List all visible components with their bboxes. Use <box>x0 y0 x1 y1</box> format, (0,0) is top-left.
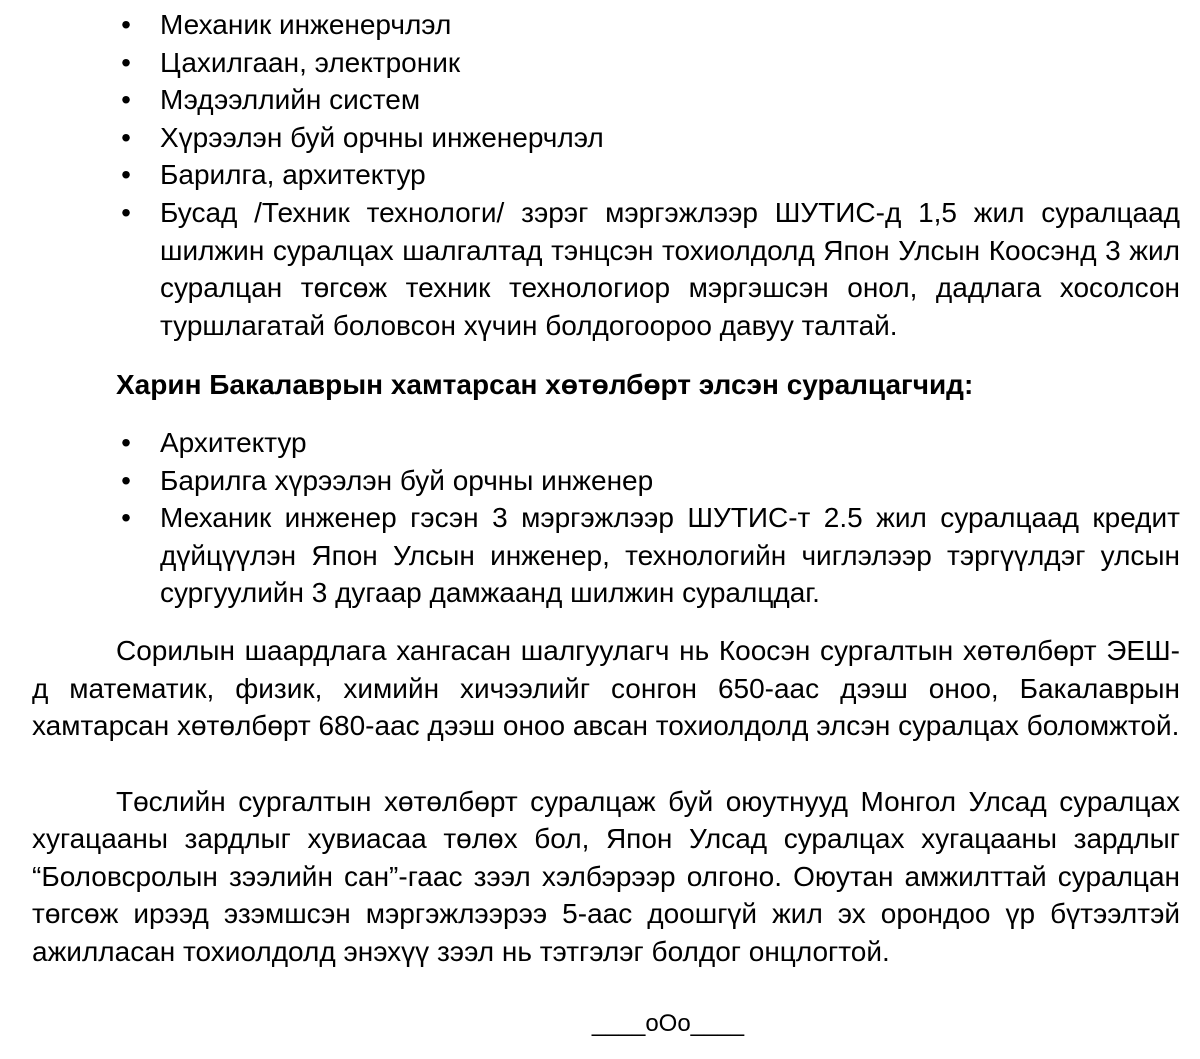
document-page <box>32 6 1180 1042</box>
bullet-icon: • <box>121 196 131 228</box>
section-subheading: Харин Бакалаврын хамтарсан хөтөлбөрт элсэн суралцагчид: <box>116 369 974 401</box>
bullet-icon: • <box>121 9 131 40</box>
bullet-icon: • <box>121 502 131 534</box>
bullet-icon: • <box>121 159 131 191</box>
list-item-text: Хүрээлэн буй орчны инженерчлэл <box>160 121 604 153</box>
major-list <box>32 6 1180 344</box>
bullet-icon: • <box>121 121 131 153</box>
list-item <box>32 499 1180 612</box>
bullet-icon: • <box>121 84 131 116</box>
list-item <box>32 424 1180 462</box>
bullet-icon: • <box>121 464 131 496</box>
bullet-icon: • <box>121 426 131 458</box>
bullet-icon: • <box>121 46 131 78</box>
closing-mark: ____oOo____ <box>591 1009 745 1037</box>
list-item-text: Цахилгаан, электроник <box>160 46 461 78</box>
list-item-text: Барилга хүрээлэн буй орчны инженер <box>160 464 654 496</box>
list-item-text: Механик инженерчлэл <box>160 9 452 40</box>
bachelor-list <box>32 424 1180 612</box>
list-item <box>32 44 1180 82</box>
list-item <box>32 462 1180 500</box>
list-item <box>32 81 1180 119</box>
list-item <box>32 6 1180 44</box>
list-item <box>32 119 1180 157</box>
list-item-text: Барилга, архитектур <box>160 159 426 191</box>
list-item-text: Механик инженер гэсэн 3 мэргэжлээр ШУТИС-т 2.5 жил суралцаад кредит дүйцүүлэн Япон Улсын инженер, технологийн чиглэлээр тэргүүлдэг улсын сургуулийн 3 дугаар дамжаанд шилжин суралцдаг. <box>160 502 1180 609</box>
list-item <box>32 156 1180 194</box>
list-item-text: Мэдээллийн систем <box>160 84 421 116</box>
paragraph-requirements: Сорилын шаардлага хангасан шалгуулагч нь Коосэн сургалтын хөтөлбөрт ЭЕШ-д математик, физик, химийн хичээлийг сонгон 650-аас дээш оноо, Бакалаврын хамтарсан хөтөлбөрт 680-аас дээш оноо авсан тохиолдолд элсэн суралцах боломжтой. <box>32 634 1180 742</box>
list-item-text: Бусад /Техник технологи/ зэрэг мэргэжлээр ШУТИС-д 1,5 жил суралцаад шилжин суралцах шалгалтад тэнцсэн тохиолдолд Япон Улсын Коосэнд 3 жил суралцан төгсөж техник технологиор мэргэшсэн онол, дадлага хосолсон туршлагатай боловсон хүчин болдогоороо давуу талтай. <box>160 196 1180 341</box>
list-item <box>32 194 1180 344</box>
paragraph-funding: Төслийн сургалтын хөтөлбөрт суралцаж буй оюутнууд Монгол Улсад суралцах хугацааны зардлыг хувиасаа төлөх бол, Япон Улсад суралцах хугацааны зардлыг “Боловсролын зээлийн сан”-гаас зээл хэлбэрээр олгоно. Оюутан амжилттай суралцан төгсөж ирээд эзэмшсэн мэргэжлээрээ 5-аас доошгүй жил эх орондоо үр бүтээлтэй ажилласан тохиолдолд энэхүү зээл нь тэтгэлэг болдог онцлогтой. <box>32 785 1180 968</box>
list-item-text: Архитектур <box>160 426 307 458</box>
